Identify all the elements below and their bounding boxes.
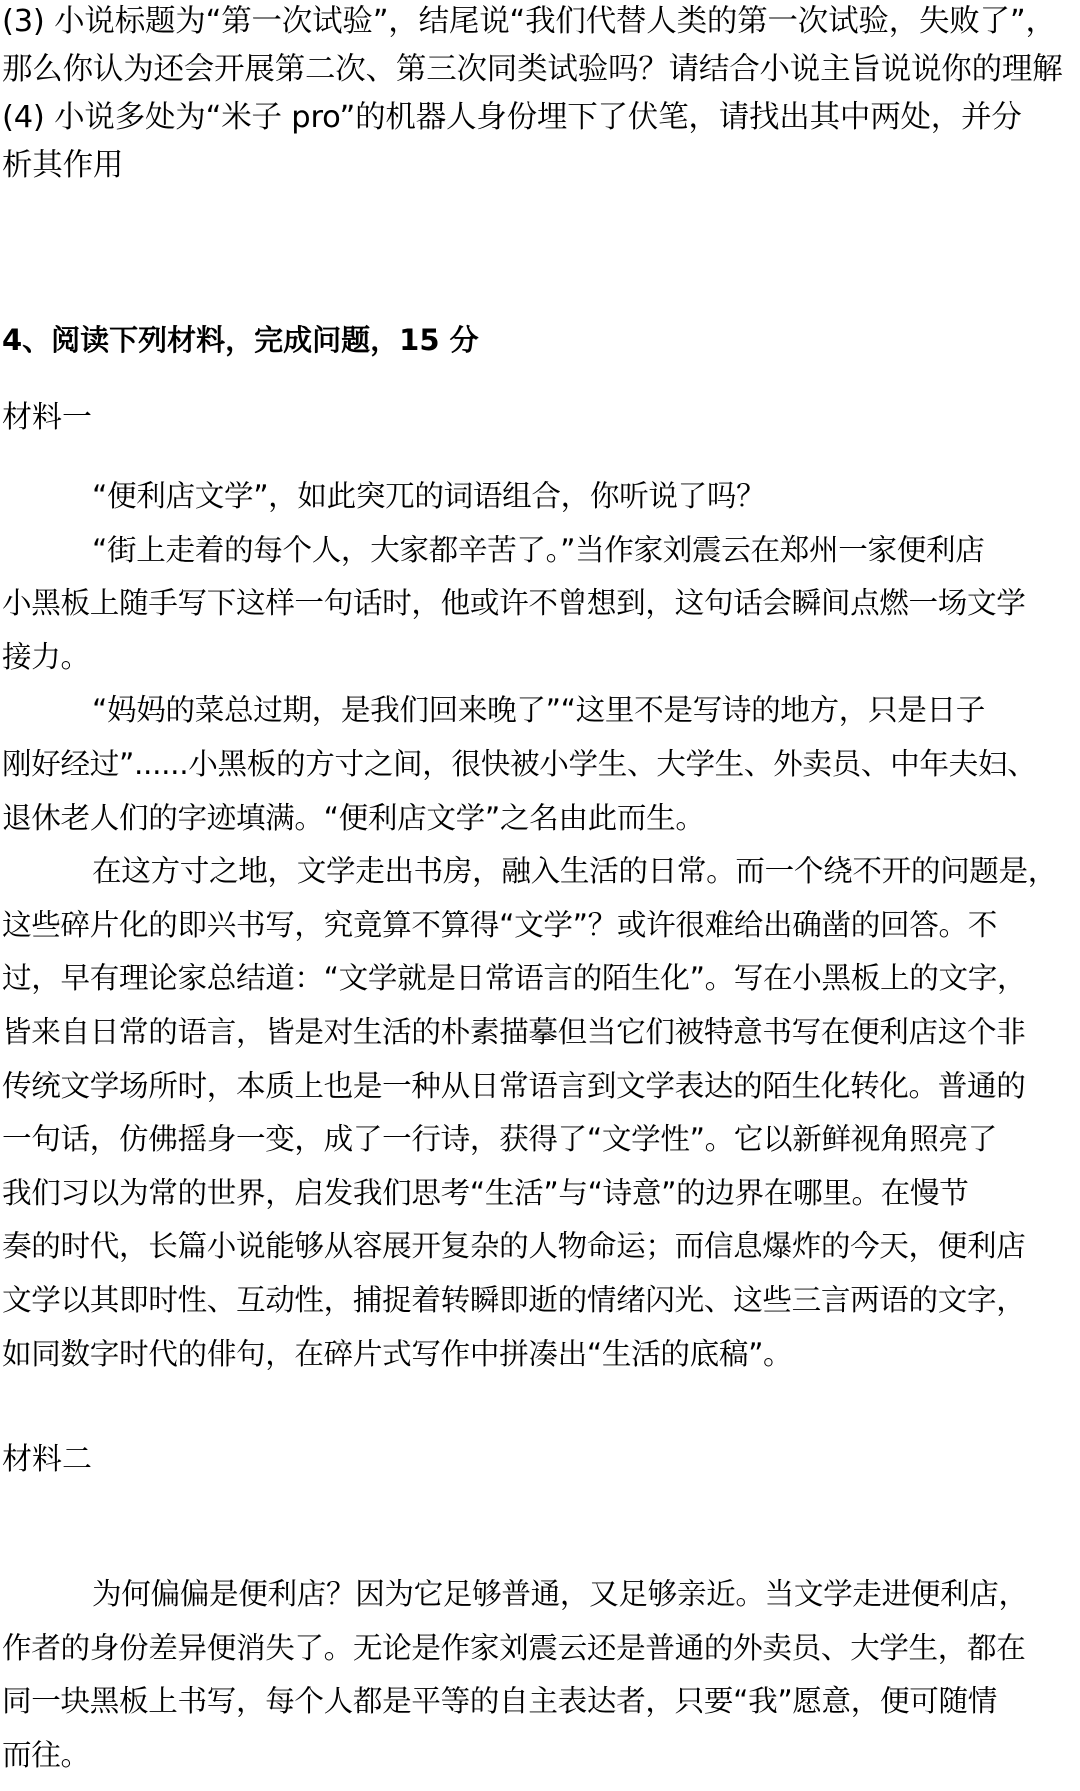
paragraph-line: 而往。 <box>2 1737 90 1772</box>
section-heading: 4、阅读下列材料，完成问题，15 分 <box>2 323 479 357</box>
question-4-line-1: (4) 小说多处为“米子 pro”的机器人身份埋下了伏笔，请找出其中两处，并分 <box>2 100 1022 135</box>
paragraph-line: 在这方寸之地，文学走出书房，融入生活的日常。而一个绕不开的问题是， <box>92 854 1058 889</box>
paragraph-line: 同一块黑板上书写，每个人都是平等的自主表达者，只要“我”愿意，便可随情 <box>2 1684 998 1719</box>
paragraph-line: 作者的身份差异便消失了。无论是作家刘震云还是普通的外卖员、大学生，都在 <box>2 1630 1026 1665</box>
paragraph-line: 接力。 <box>2 639 90 674</box>
material-two-label: 材料二 <box>2 1442 92 1477</box>
paragraph-line: 刚好经过”......小黑板的方寸之间，很快被小学生、大学生、外卖员、中年夫妇、 <box>2 746 1037 781</box>
paragraph-line: 为何偏偏是便利店？因为它足够普通，又足够亲近。当文学走进便利店， <box>92 1577 1028 1611</box>
paragraph-line: “妈妈的菜总过期，是我们回来晚了”“这里不是写诗的地方，只是日子 <box>92 693 986 728</box>
paragraph-line: “便利店文学”，如此突兀的词语组合，你听说了吗？ <box>92 479 766 513</box>
paragraph-line: 传统文学场所时，本质上也是一种从日常语言到文学表达的陌生化转化。普通的 <box>2 1068 1026 1103</box>
paragraph-line: 奏的时代，长篇小说能够从容展开复杂的人物命运；而信息爆炸的今天，便利店 <box>2 1229 1026 1264</box>
paragraph-line: “街上走着的每个人，大家都辛苦了。”当作家刘震云在郑州一家便利店 <box>92 532 985 567</box>
question-3-line-1: (3) 小说标题为“第一次试验”，结尾说“我们代替人类的第一次试验，失败了”， <box>2 4 1056 39</box>
paragraph-line: 皆来自日常的语言，皆是对生活的朴素描摹但当它们被特意书写在便利店这个非 <box>2 1014 1026 1049</box>
paragraph-line: 退休老人们的字迹填满。“便利店文学”之名由此而生。 <box>2 800 705 835</box>
paragraph-line: 文学以其即时性、互动性，捕捉着转瞬即逝的情绪闪光、这些三言两语的文字， <box>2 1282 1026 1317</box>
paragraph-line: 一句话，仿佛摇身一变，成了一行诗，获得了“文学性”。它以新鲜视角照亮了 <box>2 1122 998 1157</box>
paragraph-line: 我们习以为常的世界，启发我们思考“生活”与“诗意”的边界在哪里。在慢节 <box>2 1175 969 1210</box>
paragraph-line: 过，早有理论家总结道：“文学就是日常语言的陌生化”。写在小黑板上的文字， <box>2 961 1027 996</box>
paragraph-line: 这些碎片化的即兴书写，究竟算不算得“文学”？或许很难给出确凿的回答。不 <box>2 907 998 942</box>
material-one-body <box>2 470 1072 1381</box>
material-two-body <box>2 1568 1072 1782</box>
paragraph-line: 如同数字时代的俳句，在碎片式写作中拼凑出“生活的底稿”。 <box>2 1336 793 1371</box>
paragraph-line: 小黑板上随手写下这样一句话时，他或许不曾想到，这句话会瞬间点燃一场文学 <box>2 586 1026 621</box>
question-4-line-2: 析其作用 <box>2 148 124 183</box>
question-3-line-2: 那么你认为还会开展第二次、第三次同类试验吗？请结合小说主旨说说你的理解 <box>2 52 1063 87</box>
material-one-label: 材料一 <box>2 400 92 435</box>
